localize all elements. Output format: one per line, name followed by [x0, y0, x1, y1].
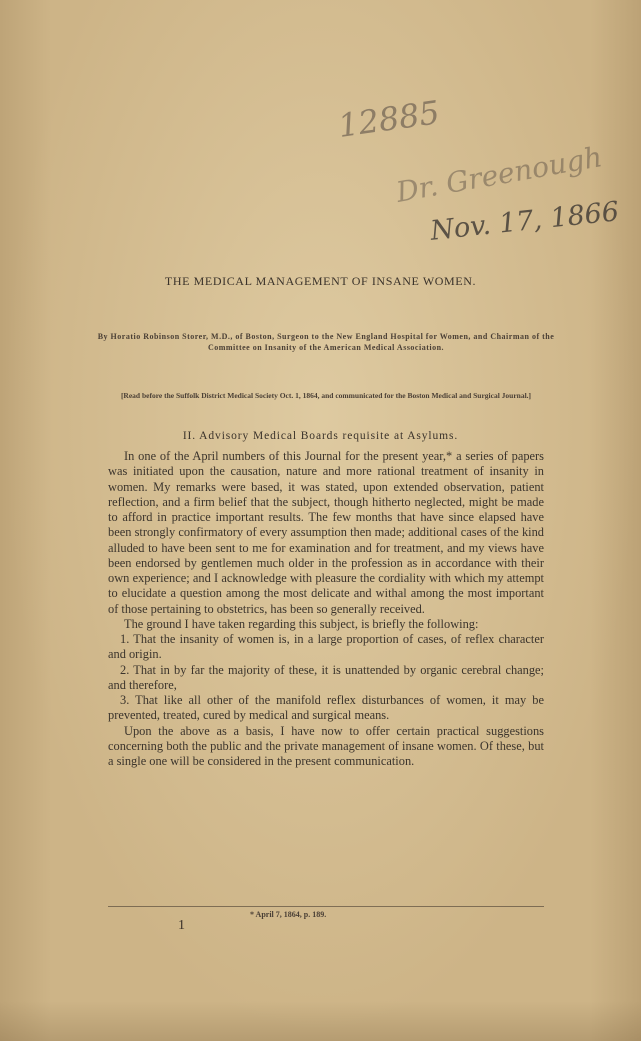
section-heading: II. Advisory Medical Boards requisite at Asylums. — [182, 430, 459, 442]
paper-shadow — [0, 1001, 641, 1041]
footnote: * April 7, 1864, p. 189. — [250, 910, 327, 919]
paragraph: The ground I have taken regarding this subject, is briefly the following: — [124, 616, 479, 631]
handwritten-date: Nov. 17, 1866 — [428, 196, 621, 247]
list-item: 2. That in by far the majority of these, it is unattended by organic cerebral change; and therefore, — [108, 662, 544, 692]
list-item: 1. That the insanity of women is, in a large proportion of cases, of reflex character and origin. — [108, 632, 544, 662]
handwritten-recipient-name: Dr. Greenough — [393, 140, 605, 209]
paragraph: Upon the above as a basis, I have now to offer certain practical suggestions concerning both the public and the private management of insane women. Of these, but a single one will be considered in the present communication. — [108, 723, 544, 768]
author-byline: By Horatio Robinson Storer, M.D., of Boston, Surgeon to the New England Hospital for Women, and Chairman of the Committee on Insanity of the American Medical Association. — [97, 332, 555, 352]
publication-note: [Read before the Suffolk District Medical Society Oct. 1, 1864, and communicated for the Boston Medical and Surgical Journal.] — [120, 391, 532, 400]
page-number: 1 — [178, 918, 185, 933]
body-text — [108, 449, 544, 769]
handwritten-accession-number: 12885 — [335, 93, 442, 145]
paragraph: In one of the April numbers of this Journal for the present year,* a series of papers was initiated upon the causation, nature and more rational treatment of insanity in women. My remarks were based, it was stated, upon extended observation, patient reflection, and a firm belief that the subject, though hitherto neglected, might be made to afford in practice important results. The few months that have since elapsed have been strongly confirmatory of every assumption then made; additional cases of the kind alluded to have been sent to me for examination and for treatment, and my views have been endorsed by gentlemen much older in the profession as in accordance with their own experience; and I acknowledge with pleasure the cordiality with which my attempt to elucidate a question among the most delicate and withal among the most important of those pertaining to obstetrics, has been so generally received. — [108, 449, 544, 616]
list-item: 3. That like all other of the manifold reflex disturbances of women, it may be prevented, treated, cured by medical and surgical means. — [108, 693, 544, 723]
footnote-divider — [108, 906, 544, 907]
document-title: THE MEDICAL MANAGEMENT OF INSANE WOMEN. — [164, 274, 477, 288]
